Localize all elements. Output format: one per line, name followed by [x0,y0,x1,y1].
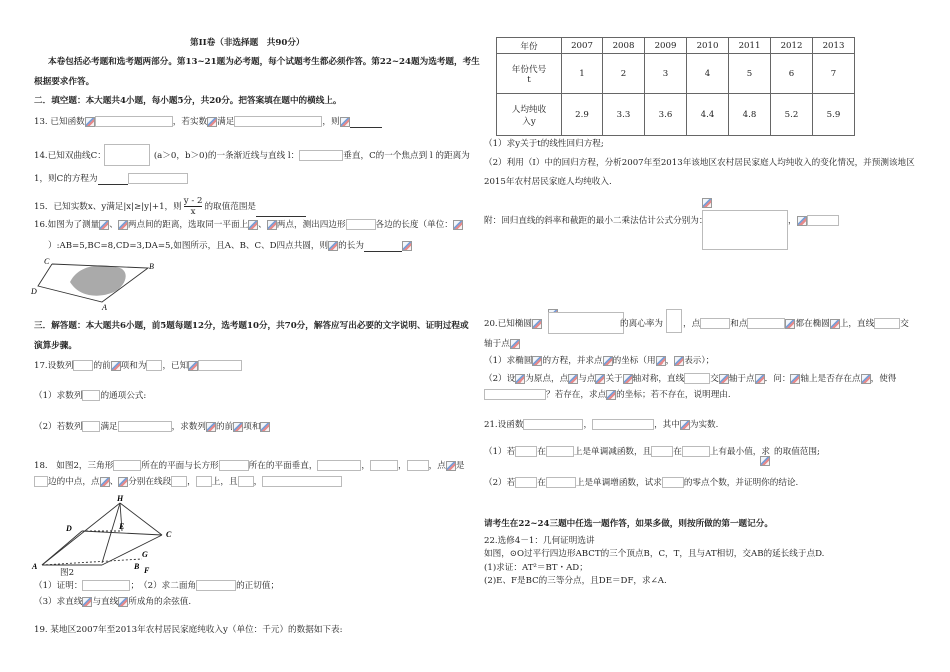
question-18-cont: 边的中点，点 、 分别在线段 ， 上，且 ， [34,476,342,488]
formula-image [861,374,871,384]
question-22-part1: (1)求证：AT²＝BT・AD； [484,563,588,573]
question-18-part3: （3）求直线 与直线 所成角的余弦值. [34,597,192,607]
formula-image [546,477,576,488]
formula-image [34,476,48,487]
section2-intro-2: 根据要求作答。 [34,77,95,87]
table-cell: 4.4 [687,94,729,136]
point-label-b: B [149,262,154,271]
solid-geometry-figure [30,493,180,575]
table-cell: 2012 [771,38,813,54]
question-22-desc: 如图，⊙O过平行四边形ABCT的三个顶点B，C，T，且与AT相切，交AB的延长线于点D. [484,549,825,559]
formula-image [682,446,710,457]
table-cell: 2 [603,54,645,94]
question-19-part2: （2）利用（Ⅰ）中的回归方程，分析2007年至2013年该地区农村居民家庭人均纯收入的变化情况，并预测该地区 [484,158,915,168]
table-cell: 年份 [497,38,562,54]
formula-image [118,597,128,607]
point-label-a: A [102,303,107,310]
formula-image [680,420,690,430]
question-22-part2: (2)E、F是BC的三等分点，且DE＝DF，求∠A. [484,576,667,586]
table-cell: 1 [562,54,603,94]
formula-image [99,220,109,230]
edge-ah [42,503,120,565]
point-label-c: C [44,257,50,266]
formula-image [82,421,100,432]
point-label-c: C [166,530,172,539]
formula-image [100,477,110,487]
table-cell: 2013 [813,38,855,54]
question-21-part2: （2）若 在 上是单调增函数，试求 的零点个数，并证明你的结论. [484,478,799,488]
formula-image [196,580,236,591]
section2-title: 第II卷（非选择题 共90分） [190,38,305,48]
formula-image [118,421,172,432]
table-cell: 3.6 [645,94,687,136]
formula-image [446,461,456,471]
question-15: 15．已知实数x、y满足|x|≥|y|+1，则 $\frac{y - 2}{x}$ 的取值范围是 [34,196,306,217]
table-cell: 5.2 [771,94,813,136]
section2-intro: 本卷包括必考题和选考题两部分。第13~21题为必考题，每个试题考生都必须作答。第22~24题为选考题，考生 [48,57,480,67]
formula-image [568,374,578,384]
formula-image [532,319,542,329]
formula-image [874,318,900,329]
table-cell: 年份代号 t [497,54,562,94]
formula-image [234,116,322,127]
formula-image [603,356,613,366]
fill-blank-heading: 二．填空题：本大题共4小题，每小题5分，共20分。把答案填在题中的横线上。 [34,96,342,106]
figure-2-caption: 图2 [60,568,75,578]
formula-image [785,319,795,329]
formula-image [702,210,788,250]
formula-image [233,422,243,432]
formula-image [700,318,730,329]
point-label-a: A [32,562,38,571]
solution-heading: 三．解答题：本大题共6小题，前5题每题12分，选考题10分，共70分，解答应写出必要的文字说明、证明过程或 [34,321,469,331]
table-cell: 6 [771,54,813,94]
question-20-part2: （2）设 为原点，点 与点 关于 轴对称，直线 交 轴于点 ．问： 轴上是否存在点 ，使得 [484,374,897,384]
formula-image [299,150,343,161]
point-label-e: E [119,522,125,531]
formula-image [82,390,100,401]
question-18: 18. 如图2，三角形 所在的平面与长方形 所在的平面垂直， ， ， ，点 是 [34,461,465,471]
formula-image [128,173,188,184]
question-20-cont: 轴于点 [484,338,520,350]
formula-image [684,373,710,384]
formula-image [317,460,361,471]
formula-image [623,374,633,384]
table-cell: 4.8 [729,94,771,136]
table-cell: 3.3 [603,94,645,136]
question-21-part1: （1）若 在 上是单调减函数，且 在 上有最小值，求 的取值范围; [484,447,820,457]
formula-image [790,374,800,384]
formula-image [260,422,270,432]
formula-image [755,374,765,384]
answer-blank [364,241,402,252]
formula-image [113,460,141,471]
table-cell: 人均纯收 入y [497,94,562,136]
question-20-part2-cont: ？若存在，求点 的坐标；若不存在，说明理由. [484,389,731,401]
table-row [497,94,855,136]
formula-image [807,215,839,226]
formula-image [267,220,277,230]
formula-image [118,477,128,487]
regression-formula-comma: ， [788,215,839,227]
formula-image [830,319,840,329]
edge-ag [42,559,142,565]
edge-ad [42,531,82,565]
table-row [497,54,855,94]
formula-image [85,117,95,127]
edge-dc [82,531,162,535]
formula-image [188,361,198,371]
question-14: 14.已知双曲线C： (a＞0，b＞0)的一条渐近线与直线 l： 垂直，C的一个焦点到 l 的距离为 [34,151,470,161]
regression-formula-note: 附：回归直线的斜率和截距的最小二乘法估计公式分别为： [484,216,708,226]
income-data-table [496,37,855,136]
edge-hc [120,503,162,535]
question-17: 17.设数列 的前 项和为 ，已知 [34,360,242,372]
formula-image [198,360,242,371]
point-label-b: B [134,562,140,571]
formula-image [515,477,537,488]
question-17-part1: （1）求数列 的通项公式: [34,391,147,401]
question-20: 20.已知椭圆 的离心率为 ，点 和点 都在椭圆 上，直线 交 [484,319,909,329]
question-19-part1: （1）求y关于t的线性回归方程; [484,139,604,149]
table-cell: 3 [645,54,687,94]
formula-image [95,116,173,127]
formula-image [346,219,376,230]
table-cell: 2007 [562,38,603,54]
formula-image [402,241,412,251]
question-18-part1: （1）证明： ； （2）求二面角 的正切值； [34,581,280,591]
formula-image [262,476,342,487]
formula-image [656,356,666,366]
formula-image [146,360,162,371]
answer-blank [350,117,382,128]
question-19: 19. 某地区2007年至2013年农村居民家庭纯收入y（单位：千元）的数据如下表: [34,625,343,635]
point-label-g: G [142,550,148,559]
table-cell: 5 [729,54,771,94]
formula-image [662,477,684,488]
question-17-part2: （2）若数列 满足 ，求数列 的前 项和 [34,421,270,433]
question-21: 21.设函数 ， ，其中 为实数. [484,420,719,430]
formula-image [592,419,654,430]
formula-image [606,390,616,400]
point-label-d: D [31,287,37,296]
formula-image [82,580,130,591]
question-16: 16.如图为了测量 、 两点间的距离，选取同一平面上 、 两点，测出四边形 各边的长度（单位： [34,219,463,231]
answer-blank [98,174,128,185]
question-19-part2-cont: 2015年农村居民家庭人均纯收入. [484,177,612,187]
table-cell: 5.9 [813,94,855,136]
formula-image [747,318,785,329]
table-cell: 2011 [729,38,771,54]
formula-image [238,476,254,487]
formula-image [407,460,429,471]
formula-image [328,241,338,251]
formula-image [118,220,128,230]
formula-image [73,360,93,371]
formula-image [674,356,684,366]
point-label-h: H [117,494,124,503]
formula-image [219,460,249,471]
formula-image [595,374,605,384]
formula-image [523,419,583,430]
formula-image [206,422,216,432]
table-cell: 7 [813,54,855,94]
table-cell: 2009 [645,38,687,54]
formula-image [702,198,712,208]
question-22-title: 22.选修4－1：几何证明选讲 [484,536,595,546]
question-14-cont: 1，则C的方程为 [34,173,188,185]
answer-blank [256,206,306,217]
question-16-cont: ）:AB=5,BC=8,CD=3,DA=5,如图所示，且A、B、C、D四点共圆，则 的长为 [48,240,412,252]
formula-image [515,374,525,384]
table-cell: 4 [687,54,729,94]
formula-image [171,476,187,487]
formula-image [370,460,398,471]
formula-image [111,361,121,371]
point-label-f: F [144,566,150,575]
formula-image [453,220,463,230]
formula-image [484,389,546,400]
formula-image [719,374,729,384]
table-row [497,38,855,54]
table-cell: 2008 [603,38,645,54]
table-cell: 2010 [687,38,729,54]
formula-image [651,446,673,457]
formula-image [510,339,520,349]
formula-image [196,476,212,487]
formula-image [797,216,807,226]
formula-image [532,356,542,366]
formula-image [340,117,350,127]
formula-image [546,446,574,457]
solution-heading-2: 演算步骤。 [34,341,77,351]
quadrilateral-figure [30,256,160,310]
elective-heading: 请考生在22~24三题中任选一题作答，如果多做，则按所做的第一题记分。 [484,519,773,529]
formula-image [207,117,217,127]
question-20-part1: （1）求椭圆 的方程，并求点 的坐标（用 ， 表示）； [484,356,715,366]
formula-image [248,220,258,230]
formula-image [515,446,537,457]
point-label-d: D [66,524,72,533]
formula-image [82,597,92,607]
table-cell: 2.9 [562,94,603,136]
question-13: 13. 已知函数 ，若实数 满足 ，则 [34,116,382,128]
